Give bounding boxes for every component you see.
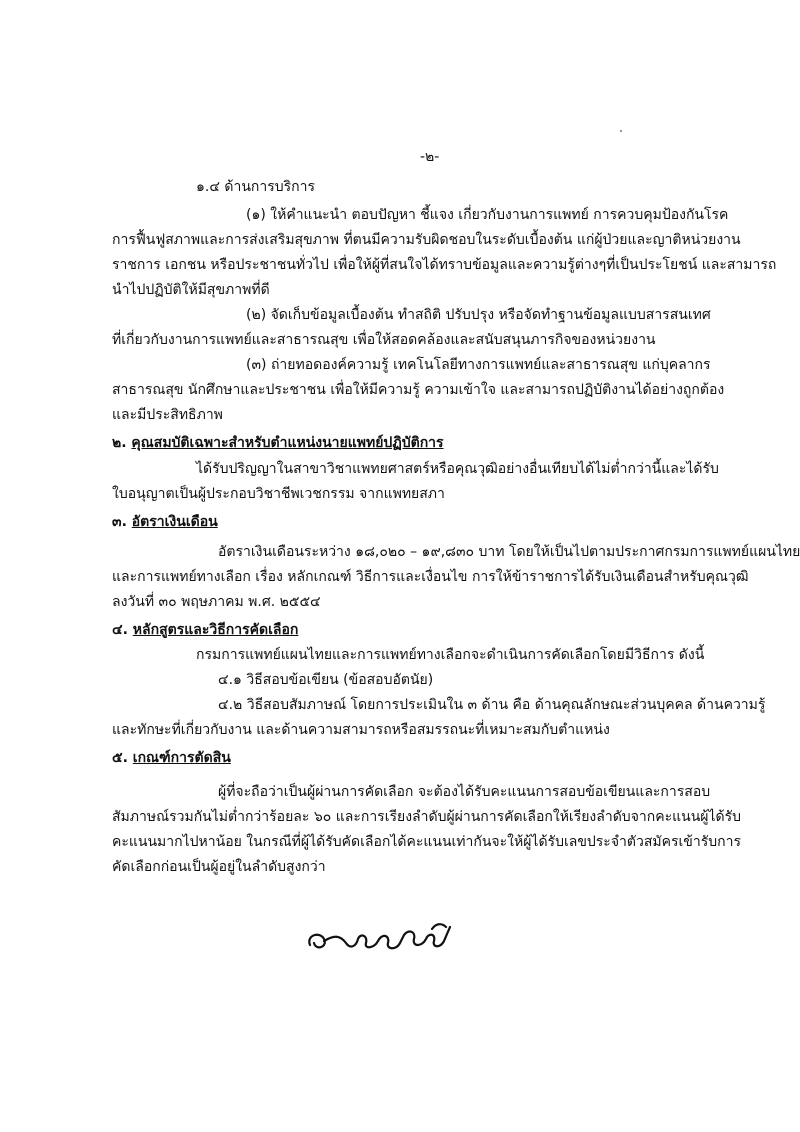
section-5-line: สัมภาษณ์รวมกันไม่ต่ำกว่าร้อยละ ๖๐ และการเรียงลำดับผู้ผ่านการคัดเลือกให้เรียงลำดับจากคะแนนผู้ได้รับ	[112, 809, 742, 825]
section-3-line: และการแพทย์ทางเลือก เรื่อง หลักเกณฑ์ วิธีการและเงื่อนไข การให้ข้าราชการได้รับเงินเดือนสำหรับคุณวุฒิ	[112, 569, 749, 585]
section-5-number: ๕.	[112, 750, 128, 766]
section-1-4-item3-line: สาธารณสุข นักศึกษาและประชาชน เพื่อให้มีความรู้ ความเข้าใจ และสามารถปฏิบัติงานได้อย่างถูกต้อง	[112, 382, 725, 398]
section-2-number: ๒.	[112, 435, 127, 451]
section-5-line: คัดเลือกก่อนเป็นผู้อยู่ในลำดับสูงกว่า	[112, 859, 326, 875]
section-2-heading	[112, 432, 444, 454]
section-3-line: ลงวันที่ ๓๐ พฤษภาคม พ.ศ. ๒๕๕๔	[112, 594, 321, 610]
section-4-item1: ๔.๑ วิธีสอบข้อเขียน (ข้อสอบอัตนัย)	[218, 672, 434, 688]
page-number: -๒-	[420, 149, 440, 165]
section-3-line: อัตราเงินเดือนระหว่าง ๑๘,๐๒๐ – ๑๙,๘๓๐ บาท โดยให้เป็นไปตามประกาศกรมการแพทย์แผนไทย	[218, 544, 800, 560]
section-1-4-item1-line: (๑) ให้คำแนะนำ ตอบปัญหา ชี้แจง เกี่ยวกับงานการแพทย์ การควบคุมป้องกันโรค	[246, 207, 729, 223]
section-2-line: ใบอนุญาตเป็นผู้ประกอบวิชาชีพเวชกรรม จากแพทยสภา	[112, 486, 445, 502]
section-1-4-heading: ๑.๔ ด้านการบริการ	[196, 179, 316, 195]
section-4-item2-line: และทักษะที่เกี่ยวกับงาน และด้านความสามารถหรือสมรรถนะที่เหมาะสมกับตำแหน่ง	[112, 722, 610, 738]
section-4-item2-line: ๔.๒ วิธีสอบสัมภาษณ์ โดยการประเมินใน ๓ ด้าน คือ ด้านคุณลักษณะส่วนบุคคล ด้านความรู้	[218, 697, 766, 713]
section-2-title: คุณสมบัติเฉพาะสำหรับตำแหน่งนายแพทย์ปฏิบัติการ	[131, 435, 444, 451]
handwritten-signature	[300, 905, 460, 965]
section-3-heading	[112, 511, 218, 533]
section-1-4-item1-line: นำไปปฏิบัติให้มีสุขภาพที่ดี	[112, 282, 270, 298]
section-5-line: ผู้ที่จะถือว่าเป็นผู้ผ่านการคัดเลือก จะต้องได้รับคะแนนการสอบข้อเขียนและการสอบ	[218, 784, 711, 800]
section-1-4-item2-line: ที่เกี่ยวกับงานการแพทย์และสาธารณสุข เพื่อให้สอดคล้องและสนับสนุนภารกิจของหน่วยงาน	[112, 332, 656, 348]
section-4-heading	[112, 619, 298, 641]
section-2-line: ได้รับปริญญาในสาขาวิชาแพทยศาสตร์หรือคุณวุฒิอย่างอื่นเทียบได้ไม่ต่ำกว่านี้และได้รับ	[196, 461, 719, 477]
section-4-number: ๔.	[112, 622, 128, 638]
section-3-title: อัตราเงินเดือน	[131, 514, 218, 530]
section-4-intro: กรมการแพทย์แผนไทยและการแพทย์ทางเลือกจะดำเนินการคัดเลือกโดยมีวิธีการ ดังนี้	[196, 647, 705, 663]
section-1-4-item3-line: และมีประสิทธิภาพ	[112, 407, 223, 423]
section-5-title: เกณฑ์การตัดสิน	[132, 750, 231, 766]
section-1-4-item1-line: การฟื้นฟูสภาพและการส่งเสริมสุขภาพ ที่ตนมีความรับผิดชอบในระดับเบื้องต้น แก่ผู้ป่วยและญาติหน่วยงาน	[112, 232, 741, 248]
section-3-number: ๓.	[112, 514, 127, 530]
section-1-4-item2-line: (๒) จัดเก็บข้อมูลเบื้องต้น ทำสถิติ ปรับปรุง หรือจัดทำฐานข้อมูลแบบสารสนเทศ	[246, 307, 711, 323]
section-5-heading	[112, 747, 231, 769]
section-5-line: คะแนนมากไปหาน้อย ในกรณีที่ผู้ได้รับคัดเลือกได้คะแนนเท่ากันจะให้ผู้ได้รับเลขประจำตัวสมัครเข้ารับการ	[112, 834, 741, 850]
section-1-4-item3-line: (๓) ถ่ายทอดองค์ความรู้ เทคโนโลยีทางการแพทย์และสาธารณสุข แก่บุคลากร	[246, 357, 711, 373]
section-4-title: หลักสูตรและวิธีการคัดเลือก	[132, 622, 299, 638]
scan-speck	[620, 130, 622, 132]
section-1-4-item1-line: ราชการ เอกชน หรือประชาชนทั่วไป เพื่อให้ผู้ที่สนใจได้ทราบข้อมูลและความรู้ต่างๆที่เป็นประโยชน์ และสามารถ	[112, 257, 777, 273]
